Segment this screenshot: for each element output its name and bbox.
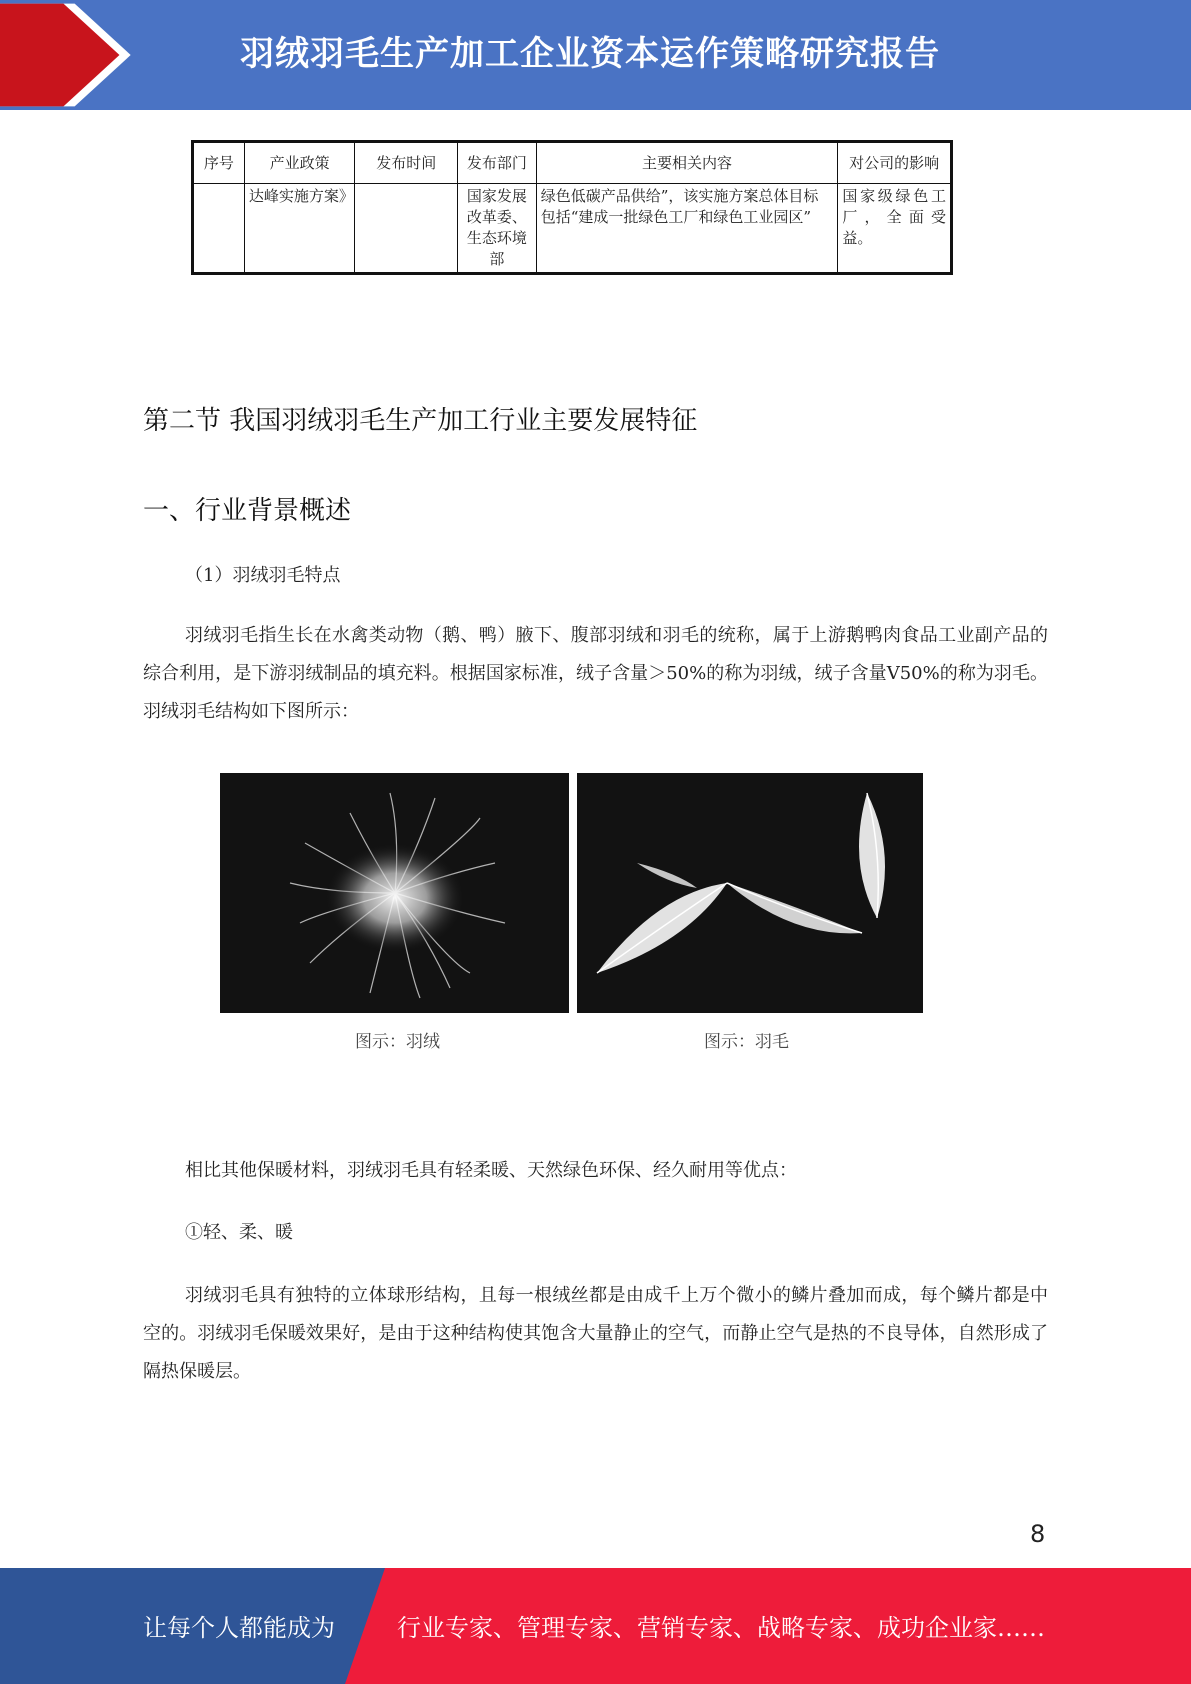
policy-table <box>191 140 953 275</box>
down-cluster-icon <box>220 773 569 1013</box>
table-header-cell: 序号 <box>193 142 245 184</box>
body-paragraph: 羽绒羽毛指生长在水禽类动物（鹅、鸭）腋下、腹部羽绒和羽毛的统称，属于上游鹅鸭肉食品工业副产品的综合利用，是下游羽绒制品的填充料。根据国家标准，绒子含量＞50%的称为羽绒，绒子含量V50%的称为羽毛。羽绒羽毛结构如下图所示： <box>143 625 1048 722</box>
header-arrow-icon <box>0 0 140 110</box>
point-title: （1）羽绒羽毛特点 <box>185 565 341 586</box>
feather-icon <box>577 773 923 1013</box>
table-row <box>193 184 952 274</box>
table-cell: 国家发展改革委、生态环境部 <box>458 184 537 274</box>
feather-caption: 图示：羽毛 <box>704 1032 789 1052</box>
section-title: 第二节 我国羽绒羽毛生产加工行业主要发展特征 <box>143 406 698 436</box>
body-paragraph: 相比其他保暖材料，羽绒羽毛具有轻柔暖、天然绿色环保、经久耐用等优点： <box>185 1160 797 1181</box>
down-photo <box>220 773 569 1013</box>
page-number: 8 <box>1030 1520 1046 1548</box>
footer-slogan-left: 让每个人都能成为 <box>143 1614 335 1642</box>
table-cell: 国家级绿色工厂，全面受益。 <box>838 184 952 274</box>
body-paragraph: 羽绒羽毛具有独特的立体球形结构，且每一根绒丝都是由成千上万个微小的鳞片叠加而成，每个鳞片都是中空的。羽绒羽毛保暖效果好，是由于这种结构使其饱含大量静止的空气，而静止空气是热的不良导体，自然形成了隔热保暖层。 <box>143 1285 1048 1382</box>
table-header-cell: 发布部门 <box>458 142 537 184</box>
table-header-cell: 产业政策 <box>244 142 355 184</box>
table-header-row <box>193 142 952 184</box>
table-header-cell: 主要相关内容 <box>536 142 838 184</box>
page-footer <box>0 1568 1191 1684</box>
subsection-title: 一、行业背景概述 <box>143 496 352 526</box>
table-cell: 达峰实施方案》 <box>244 184 355 274</box>
table-cell <box>355 184 458 274</box>
body-paragraph: ①轻、柔、暖 <box>185 1222 293 1243</box>
table-header-cell: 发布时间 <box>355 142 458 184</box>
footer-slogan-right: 行业专家、管理专家、营销专家、战略专家、成功企业家…… <box>397 1614 1045 1642</box>
page-header <box>0 0 1191 110</box>
down-caption: 图示：羽绒 <box>355 1032 440 1052</box>
feather-photo <box>577 773 923 1013</box>
report-title: 羽绒羽毛生产加工企业资本运作策略研究报告 <box>240 34 940 74</box>
table-cell <box>193 184 245 274</box>
table-cell: 绿色低碳产品供给”，该实施方案总体目标包括“建成一批绿色工厂和绿色工业园区” <box>536 184 838 274</box>
table-header-cell: 对公司的影响 <box>838 142 952 184</box>
